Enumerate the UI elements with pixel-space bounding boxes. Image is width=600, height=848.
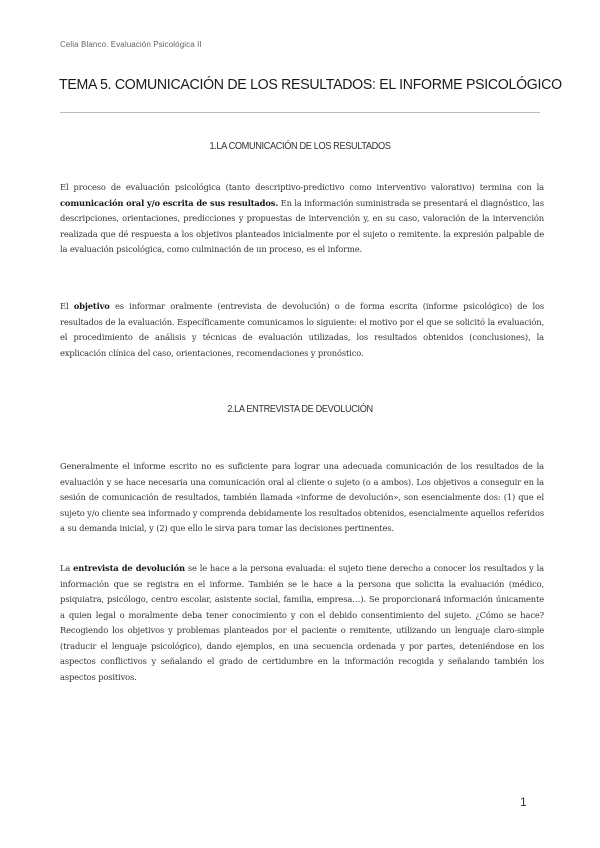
paragraph-objective	[60, 299, 544, 361]
paragraph-text: La	[60, 563, 74, 573]
bold-phrase: comunicación oral y/o escrita de sus resultados.	[60, 197, 279, 208]
paragraph-text: El proceso de evaluación psicológica (tanto descriptivo-predictivo como interventivo valorativo) termina con la	[60, 182, 544, 192]
bold-phrase: entrevista de devolución	[73, 563, 185, 573]
paragraph-text: En la información suministrada se presentará el diagnóstico, las descripciones, orientaciones, predicciones y propuestas de intervención y, en su caso, valoración de la intervención realizada que dé respuesta a los objetivos planteados inicialmente por el sujeto o remitente. la expresión palpable de la evaluación psicológica, como culminación de un proceso, es el informe.	[60, 197, 544, 254]
page-number: 1	[520, 795, 527, 809]
paragraph-general	[60, 459, 544, 537]
paragraph-text: es informar oralmente (entrevista de devolución) o de forma escrita (informe psicológico) de los resultados de la evaluación. Específicamente comunicamos lo siguiente: el motivo por el que se solicitó la evaluación, el procedimiento de análisis y técnicas de evaluación utilizadas, los resultados obtenidos (conclusiones), la explicación clínica del caso, orientaciones, recomendaciones y pronóstico.	[60, 301, 545, 358]
paragraph-text: Generalmente el informe escrito no es suficiente para lograr una adecuada comunicación de los resultados de la evaluación y se hace necesaria una comunicación oral al cliente o sujeto (o a ambos). Los objetivos a conseguir en la sesión de comunicación de resultados, también llamada «informe de devolución», son esencialmente dos: (1) que el sujeto y/o cliente sea informado y comprenda debidamente los resultados obtenidos, esencialmente aquellos referidos a su demanda inicial, y (2) que ello le sirva para tomar las decisiones pertinentes.	[60, 461, 544, 533]
running-head: Celia Blanco. Evaluación Psicológica II	[60, 40, 202, 49]
paragraph-interview	[60, 561, 544, 685]
paragraph-intro	[60, 180, 544, 258]
paragraph-text: se le hace a la persona evaluada: el sujeto tiene derecho a conocer los resultados y la información que se registra en el informe. También se le hace a la persona que solicita la evaluación (médico, psiquiatra, psicólogo, centro escolar, asistente social, familia, empresa…). Se proporcionará información únicamente a quien legal o moralmente deba tener conocimiento y con el debido consentimiento del sujeto. ¿Cómo se hace? Recogiendo los objetivos y problemas planteados por el paciente o remitente, utilizando un lenguaje claro-simple (traducir el lenguaje psicológico), dando ejemplos, en una secuencia ordenada y por partes, deteniéndose en los aspectos conflictivos y señalando el grado de certidumbre en la información recogida y señalando también los aspectos positivos.	[60, 563, 544, 682]
section-heading-interview: 2.LA ENTREVISTA DE DEVOLUCIÓN	[227, 404, 373, 415]
section-heading-communication: 1.LA COMUNICACIÓN DE LOS RESULTADOS	[209, 141, 391, 152]
bold-phrase: objetivo	[73, 301, 110, 311]
paragraph-text: El	[60, 301, 74, 311]
title-divider	[60, 112, 540, 113]
document-title: TEMA 5. COMUNICACIÓN DE LOS RESULTADOS: EL INFORME PSICOLÓGICO	[59, 76, 562, 93]
